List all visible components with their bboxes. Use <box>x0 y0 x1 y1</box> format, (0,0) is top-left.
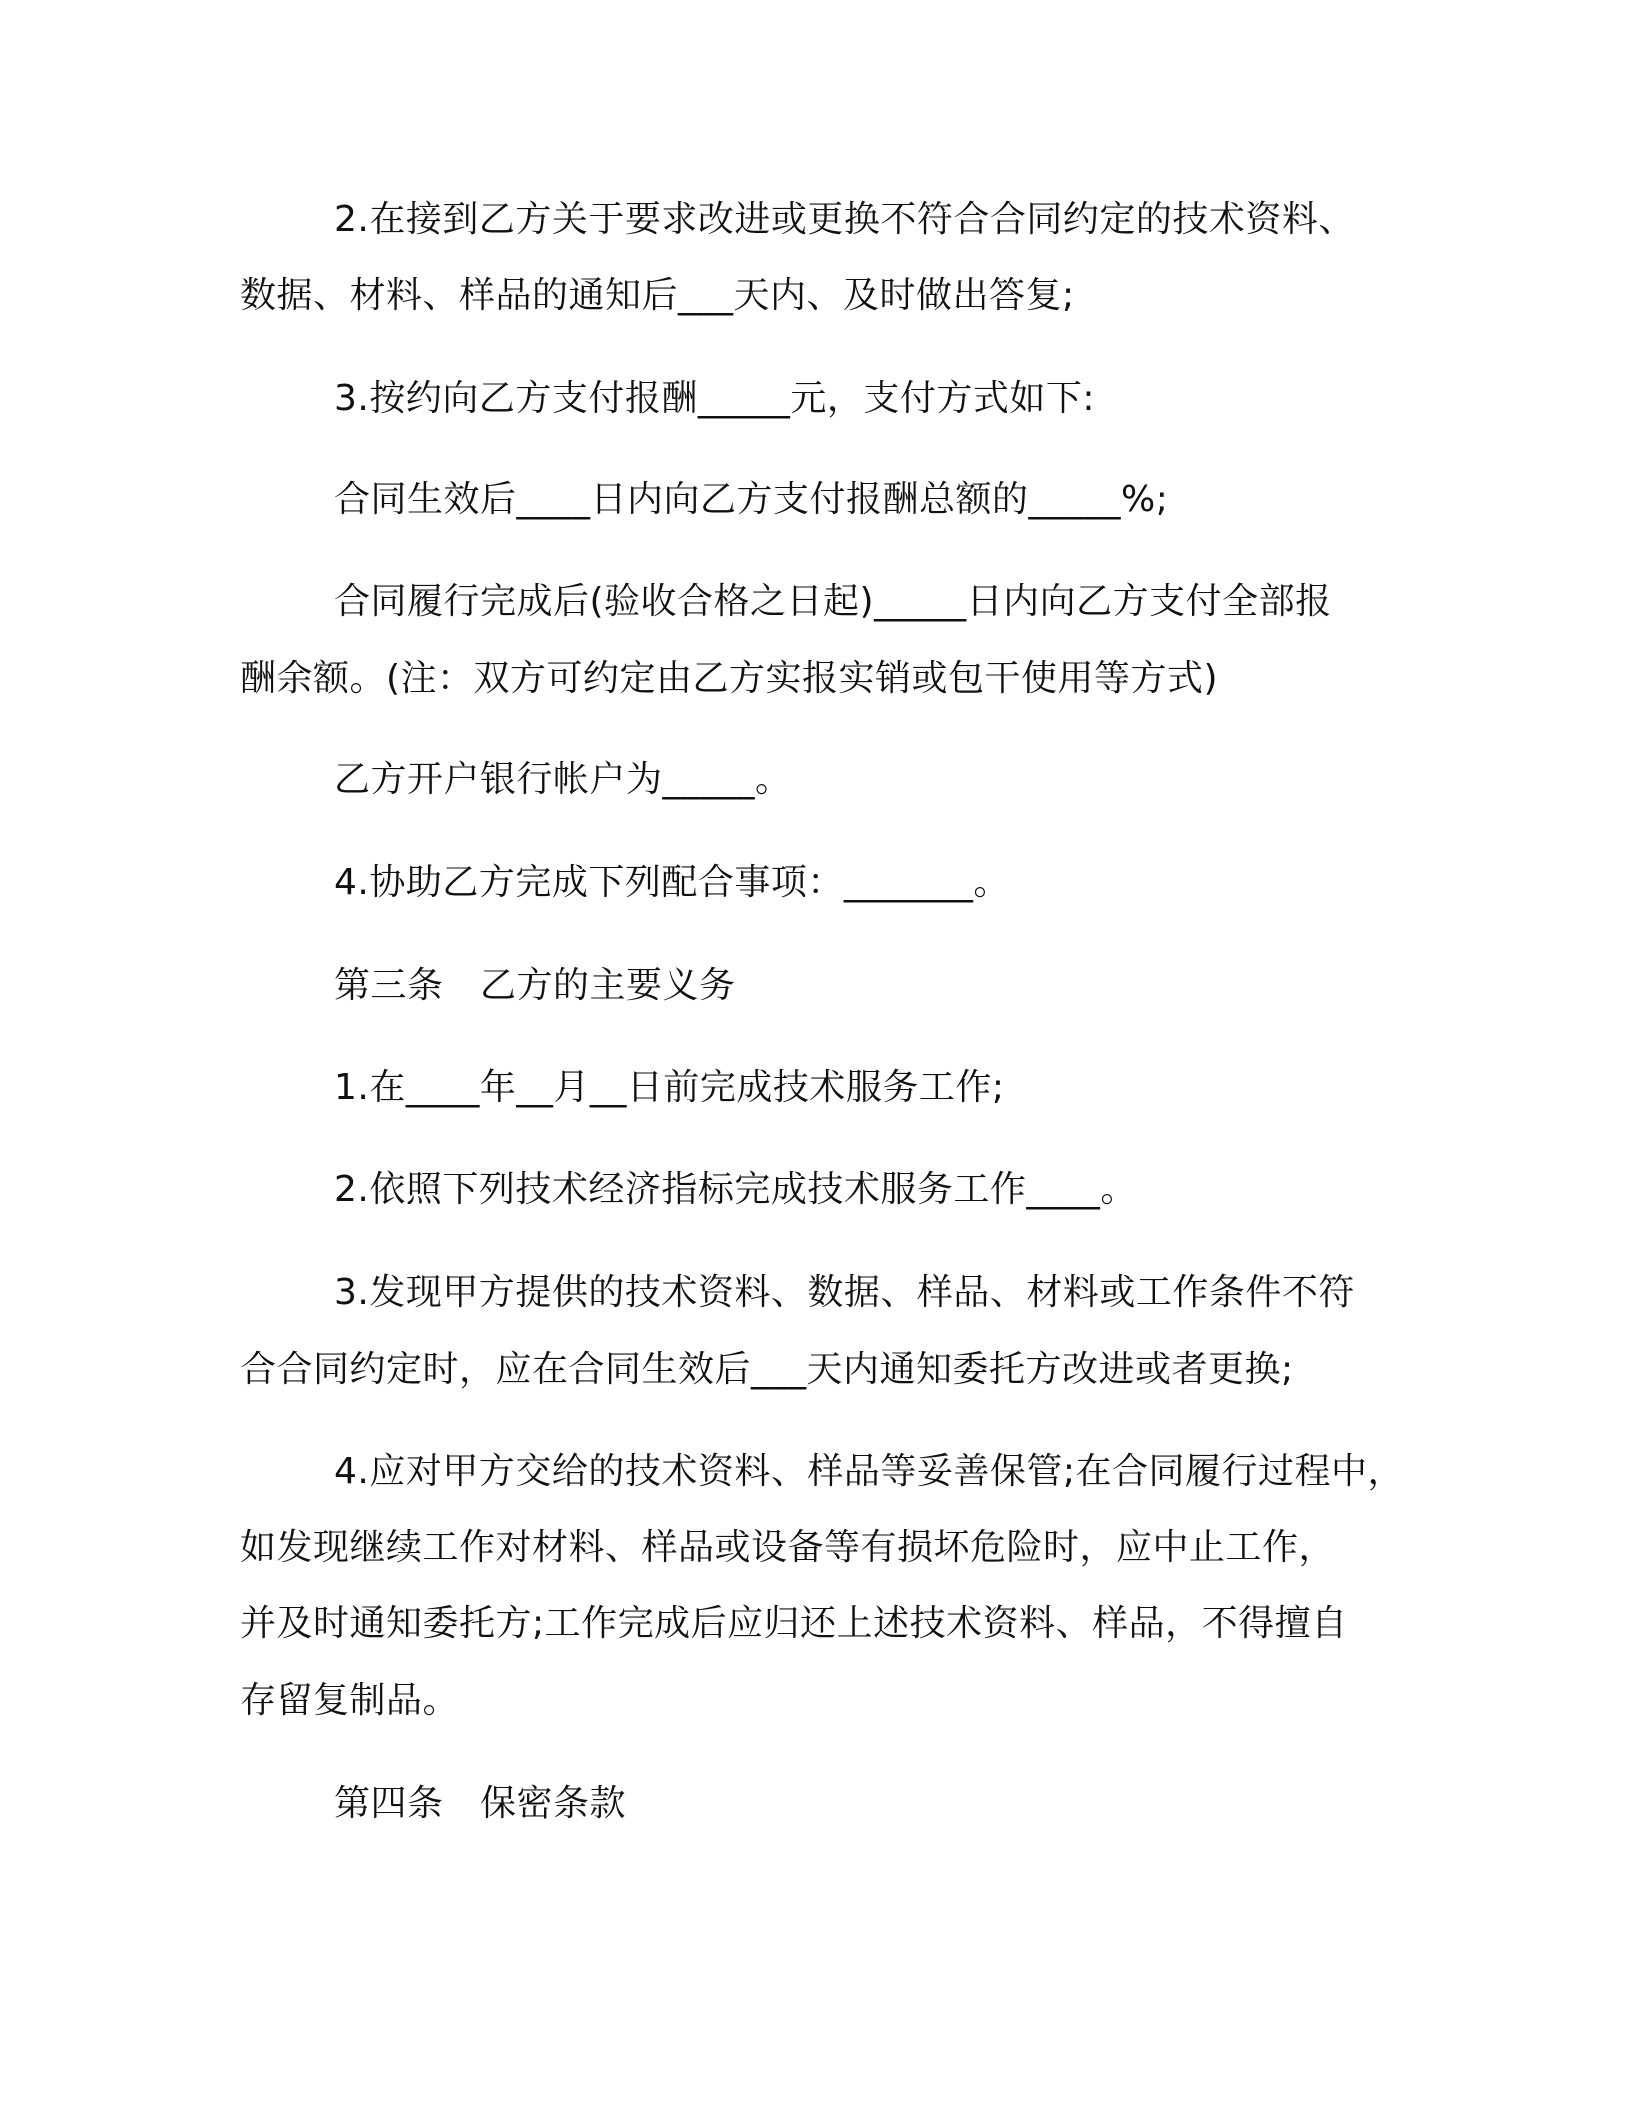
text-line: 酬余额。(注：双方可约定由乙方实报实销或包干使用等方式) <box>240 658 1219 699</box>
text-line: 2.在接到乙方关于要求改进或更换不符合合同约定的技术资料、 <box>334 199 1355 240</box>
text-line: 合同生效后____日内向乙方支付报酬总额的_____%; <box>334 479 1169 520</box>
text-line: 合同履行完成后(验收合格之日起)_____日内向乙方支付全部报 <box>334 581 1332 622</box>
text-line: 数据、材料、样品的通知后___天内、及时做出答复; <box>240 275 1075 316</box>
text-line: 3.发现甲方提供的技术资料、数据、样品、材料或工作条件不符 <box>334 1272 1355 1313</box>
text-line: 3.按约向乙方支付报酬_____元，支付方式如下: <box>334 378 1095 419</box>
text-line: 合合同约定时，应在合同生效后___天内通知委托方改进或者更换; <box>240 1349 1294 1390</box>
text-line: 乙方开户银行帐户为_____。 <box>334 759 792 800</box>
text-line: 4.应对甲方交给的技术资料、样品等妥善保管;在合同履行过程中， <box>334 1451 1404 1492</box>
text-line: 存留复制品。 <box>240 1680 460 1721</box>
section-heading: 第三条 乙方的主要义务 <box>334 965 736 1006</box>
text-line: 并及时通知委托方;工作完成后应归还上述技术资料、样品，不得擅自 <box>240 1603 1348 1644</box>
text-line: 如发现继续工作对材料、样品或设备等有损坏危险时，应中止工作， <box>240 1527 1336 1568</box>
text-line: 4.协助乙方完成下列配合事项：_______。 <box>334 862 1010 903</box>
text-line: 1.在____年__月__日前完成技术服务工作; <box>334 1067 1005 1108</box>
text-line: 2.依照下列技术经济指标完成技术服务工作____。 <box>334 1169 1137 1210</box>
section-heading: 第四条 保密条款 <box>334 1783 627 1824</box>
